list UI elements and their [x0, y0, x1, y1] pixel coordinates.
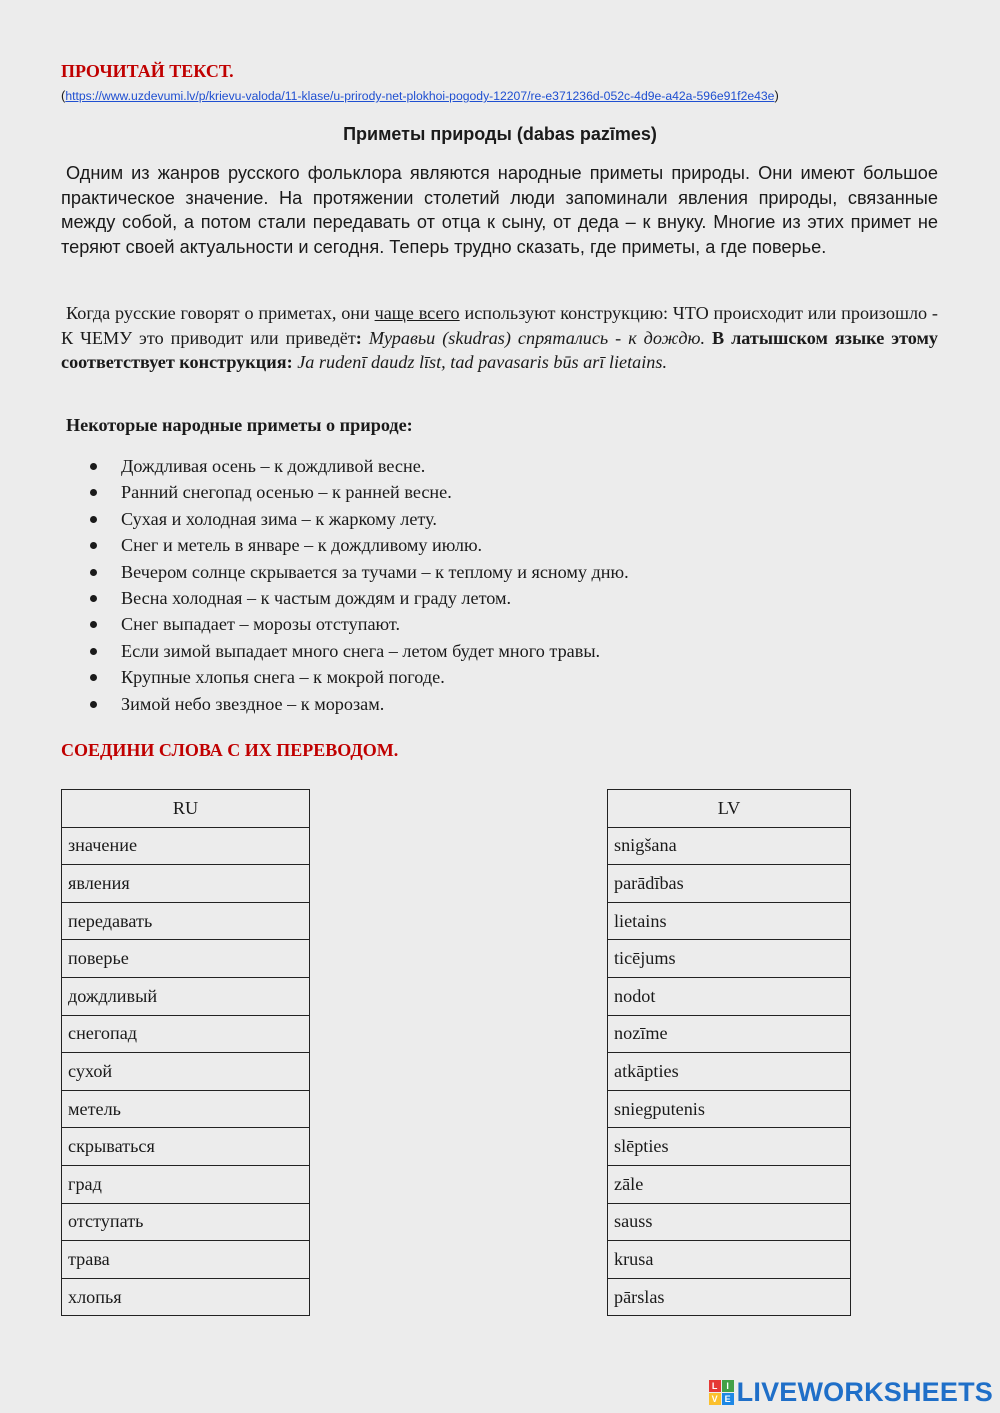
bullet-icon [90, 463, 97, 470]
logo-letter: L [709, 1380, 721, 1392]
ru-word[interactable]: дождливый [62, 977, 310, 1015]
omen-text: Дождливая осень – к дождливой весне. [121, 456, 426, 476]
ru-word[interactable]: передавать [62, 902, 310, 940]
ru-word[interactable]: скрываться [62, 1128, 310, 1166]
logo-letter: I [722, 1380, 734, 1392]
ru-word[interactable]: сухой [62, 1053, 310, 1091]
example-latvian: Ja rudenī daudz līst, tad pavasaris būs arī lietains. [292, 352, 668, 372]
bullet-icon [90, 542, 97, 549]
list-item [90, 560, 629, 586]
table-header-row [62, 790, 310, 828]
omen-text: Снег и метель в январе – к дождливому июлю. [121, 535, 483, 556]
list-item [90, 507, 629, 533]
omen-text: Весна холодная – к частым дождям и граду летом. [121, 587, 512, 608]
para2-underlined: чаще всего [374, 303, 460, 323]
table-row[interactable] [608, 1090, 851, 1128]
intro-paragraph: Одним из жанров русского фольклора являются народные приметы природы. Они имеют большое практическое значение. На протяжении столетий люди запоминали явления природы, связанные между собой, а потом стали передавать от отца к сыну, от деда – к внуку. Многие из этих примет не теряют своей актуальности и сегодня. Теперь трудно сказать, где приметы, а где поверье. [61, 163, 938, 257]
ru-word[interactable]: поверье [62, 940, 310, 978]
ru-word[interactable]: трава [62, 1241, 310, 1279]
russian-words-table [61, 789, 310, 1316]
table-row[interactable] [608, 1053, 851, 1091]
para2-part2: используют конструкцию: ЧТО происходит или произошло - К ЧЕМУ это приводит или приведёт [61, 303, 938, 348]
watermark-text: LIVEWORKSHEETS [736, 1377, 993, 1407]
source-line [61, 88, 779, 103]
source-close-paren: ) [774, 88, 779, 103]
ru-word[interactable]: град [62, 1165, 310, 1203]
ru-word[interactable]: снегопад [62, 1015, 310, 1053]
table-row[interactable] [62, 1090, 310, 1128]
lv-word[interactable]: lietains [608, 902, 851, 940]
list-item [90, 454, 629, 480]
column-header-ru: RU [62, 790, 310, 828]
bullet-icon [90, 674, 97, 681]
table-row[interactable] [608, 1278, 851, 1316]
list-item [90, 665, 629, 691]
table-row[interactable] [608, 865, 851, 903]
table-row[interactable] [62, 1241, 310, 1279]
omen-text: Если зимой выпадает много снега – летом будет много травы. [121, 640, 601, 661]
table-row[interactable] [608, 977, 851, 1015]
lv-word[interactable]: nodot [608, 977, 851, 1015]
logo-letter: V [709, 1393, 721, 1405]
para2-part1: Когда русские говорят о приметах, они [66, 303, 375, 323]
bullet-icon [90, 701, 97, 708]
bullet-icon [90, 516, 97, 523]
lv-word[interactable]: ticējums [608, 940, 851, 978]
table-row[interactable] [608, 1015, 851, 1053]
ru-word[interactable]: отступать [62, 1203, 310, 1241]
table-row[interactable] [608, 940, 851, 978]
list-item [90, 586, 629, 612]
table-row[interactable] [608, 1241, 851, 1279]
omen-text: Крупные хлопья снега – к мокрой погоде. [121, 667, 445, 688]
table-row[interactable] [62, 902, 310, 940]
lv-word[interactable]: nozīme [608, 1015, 851, 1053]
table-header-row [608, 790, 851, 828]
liveworksheets-watermark [709, 1377, 993, 1408]
match-words-heading: СОЕДИНИ СЛОВА С ИХ ПЕРЕВОДОМ. [61, 740, 399, 760]
source-open-paren: ( [61, 88, 66, 103]
ru-word[interactable]: метель [62, 1090, 310, 1128]
lv-word[interactable]: sauss [608, 1203, 851, 1241]
table-row[interactable] [608, 1203, 851, 1241]
bullet-icon [90, 621, 97, 628]
lv-word[interactable]: snigšana [608, 827, 851, 865]
list-item [90, 612, 629, 638]
lv-word[interactable]: krusa [608, 1241, 851, 1279]
logo-letter: E [722, 1393, 734, 1405]
lv-word[interactable]: pārslas [608, 1278, 851, 1316]
table-row[interactable] [608, 902, 851, 940]
omen-text: Ранний снегопад осенью – к ранней весне. [121, 482, 452, 503]
bullet-icon [90, 595, 97, 602]
table-row[interactable] [62, 865, 310, 903]
latvian-construction-intro: В латышском языке этому соответствует конструкция: [61, 327, 939, 372]
lv-word[interactable]: parādības [608, 865, 851, 903]
table-row[interactable] [608, 1128, 851, 1166]
lv-word[interactable]: zāle [608, 1165, 851, 1203]
table-row[interactable] [62, 1165, 310, 1203]
list-item [90, 533, 629, 559]
omen-text: Зимой небо звездное – к морозам. [121, 693, 385, 714]
page-title: Приметы природы (dabas pazīmes) [343, 124, 657, 144]
list-item [90, 480, 629, 506]
table-row[interactable] [62, 1015, 310, 1053]
liveworksheets-logo-icon [709, 1380, 734, 1405]
latvian-words-table [607, 789, 851, 1316]
omen-text: Вечером солнце скрывается за тучами – к теплому и ясному дню. [121, 561, 629, 582]
table-row[interactable] [62, 1278, 310, 1316]
lv-word[interactable]: slēpties [608, 1128, 851, 1166]
table-row[interactable] [62, 977, 310, 1015]
table-row[interactable] [62, 1053, 310, 1091]
table-row[interactable] [62, 940, 310, 978]
list-item [90, 692, 629, 718]
bullet-icon [90, 569, 97, 576]
table-row[interactable] [608, 1165, 851, 1203]
ru-word[interactable]: значение [62, 827, 310, 865]
table-row[interactable] [62, 1203, 310, 1241]
table-row[interactable] [62, 1128, 310, 1166]
bullet-icon [90, 648, 97, 655]
bullet-icon [90, 489, 97, 496]
table-row[interactable] [608, 827, 851, 865]
ru-word[interactable]: хлопья [62, 1278, 310, 1316]
omens-list-heading: Некоторые народные приметы о природе: [66, 415, 413, 435]
table-row[interactable] [62, 827, 310, 865]
construction-paragraph [61, 301, 938, 375]
list-item [90, 639, 629, 665]
column-header-lv: LV [608, 790, 851, 828]
para2-colon: : [355, 327, 362, 348]
example-russian: Муравьи (skudras) спрятались - к дождю. [361, 327, 706, 348]
ru-word[interactable]: явления [62, 865, 310, 903]
source-link[interactable]: https://www.uzdevumi.lv/p/krievu-valoda/11-klase/u-prirody-net-plokhoi-pogody-12207/re-e371236d-052c-4d9e-a42a-596e91f2e43e [65, 89, 775, 103]
omen-text: Сухая и холодная зима – к жаркому лету. [121, 508, 437, 529]
omens-list [90, 454, 629, 718]
lv-word[interactable]: sniegputenis [608, 1090, 851, 1128]
omen-text: Снег выпадает – морозы отступают. [121, 614, 401, 635]
lv-word[interactable]: atkāpties [608, 1053, 851, 1091]
read-text-heading: ПРОЧИТАЙ ТЕКСТ. [61, 61, 234, 81]
